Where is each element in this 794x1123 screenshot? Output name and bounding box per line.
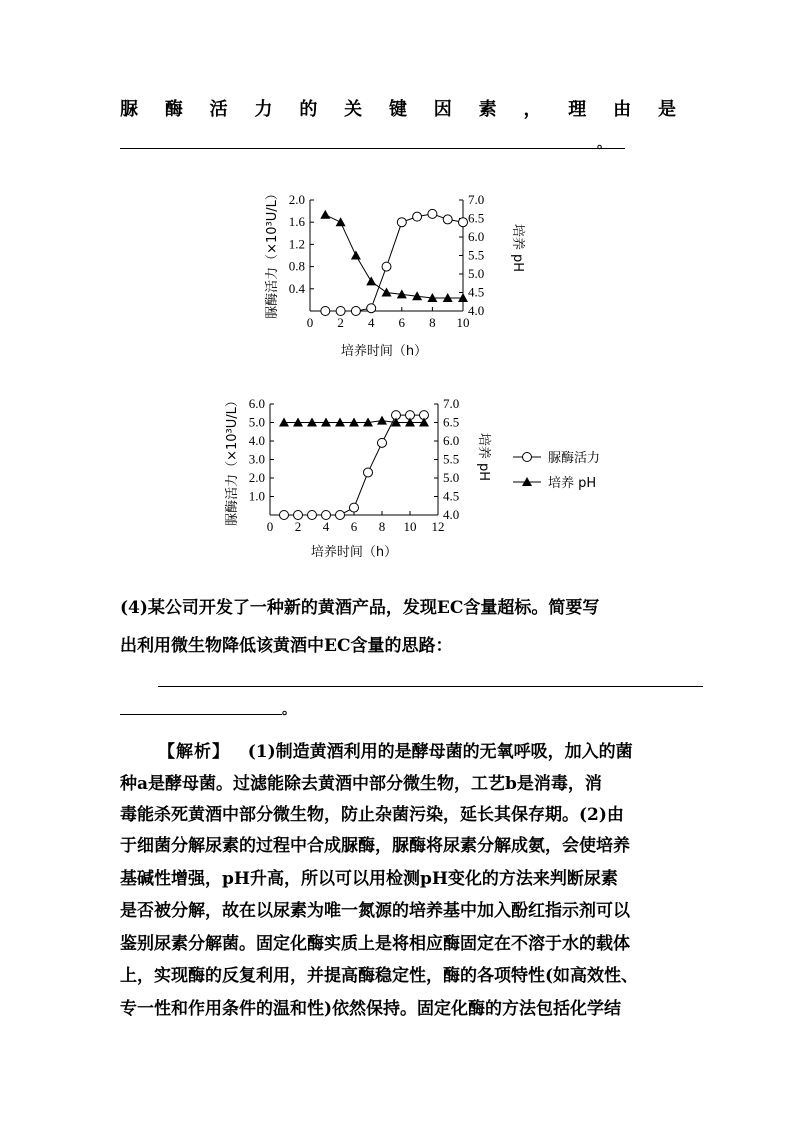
data-point-urease <box>294 511 303 520</box>
y-tick-label-right: 4.0 <box>443 507 460 522</box>
data-point-urease <box>378 438 387 447</box>
y-tick-label-right: 6.5 <box>443 414 460 430</box>
y-tick-label-left: 1.0 <box>248 488 265 504</box>
x-tick-label: 8 <box>378 519 386 534</box>
x-tick-label: 12 <box>431 519 445 534</box>
y-axis-right-label: 培养 pH <box>476 432 491 482</box>
x-tick-label: 2 <box>337 315 344 330</box>
char: 理 <box>568 99 587 120</box>
x-tick-label: 6 <box>398 315 406 330</box>
y-tick-label-right: 4.5 <box>443 488 460 504</box>
y-tick-label-left: 5.0 <box>248 414 265 430</box>
y-tick-label-right: 5.0 <box>468 266 485 281</box>
char: 关 <box>344 99 363 120</box>
y-tick-label-left: 1.6 <box>288 214 305 230</box>
y-tick-label-right: 4.0 <box>468 303 485 318</box>
legend-urease: 脲酶活力 <box>548 451 601 466</box>
answer-blank-2b[interactable] <box>120 714 282 715</box>
x-axis-label: 培养时间（h） <box>310 545 398 560</box>
data-point-urease <box>280 511 289 520</box>
y-axis-right-label: 培养 pH <box>510 223 525 273</box>
data-point-urease <box>336 511 345 520</box>
x-tick-label: 0 <box>306 315 314 330</box>
x-tick-label: 6 <box>350 519 358 534</box>
legend <box>513 450 600 491</box>
analysis-text: (1)制造黄酒利用的是酵母菌的无氧呼吸，加入的菌 <box>247 742 633 762</box>
y-tick-label-left: 0.8 <box>288 258 305 274</box>
char: 由 <box>613 99 632 120</box>
char: ， <box>523 99 542 120</box>
analysis-line: 鉴别尿素分解菌。固定化酶实质上是将相应酶固定在不溶于水的载体 <box>120 934 630 954</box>
data-point-urease <box>350 503 359 512</box>
y-tick-label-right: 7.0 <box>443 396 460 411</box>
period: 。 <box>282 702 296 718</box>
q4-line1: (4)某公司开发了一种新的黄酒产品，发现EC含量超标。简要写 <box>120 598 600 618</box>
y-axis-left-label: 脲酶活力（×10³U/L） <box>265 187 280 319</box>
data-point-urease <box>308 511 317 520</box>
y-tick-label-right: 6.0 <box>468 229 485 244</box>
x-tick-label: 2 <box>294 519 302 534</box>
period: 。 <box>597 136 611 152</box>
analysis-line: 专一性和作用条件的温和性)依然保持。固定化酶的方法包括化学结 <box>120 999 622 1019</box>
y-tick-label-right: 6.0 <box>443 433 460 448</box>
answer-blank-2a[interactable] <box>158 686 703 687</box>
analysis-label: 【解析】 <box>158 742 230 762</box>
x-tick-label: 8 <box>429 315 436 330</box>
y-tick-label-right: 7.0 <box>468 192 485 207</box>
y-axis-left-label: 脲酶活力（×10³U/L） <box>225 394 240 526</box>
y-tick-label-left: 1.2 <box>288 236 305 252</box>
analysis-line: 基碱性增强，pH升高，所以可以用检测pH变化的方法来判断尿素 <box>120 869 618 889</box>
data-point-ph <box>377 416 387 425</box>
y-tick-label-left: 6.0 <box>248 396 265 411</box>
x-tick-label: 4 <box>367 315 375 330</box>
x-tick-label: 0 <box>266 519 274 534</box>
y-tick-label-left: 4.0 <box>248 433 265 448</box>
y-tick-label-right: 4.5 <box>468 284 485 300</box>
y-tick-label-left: 0.4 <box>288 280 305 296</box>
char: 是 <box>657 99 676 120</box>
x-axis-label: 培养时间（h） <box>340 344 428 359</box>
q4-line2: 出利用微生物降低该黄酒中EC含量的思路： <box>120 636 453 656</box>
y-tick-label-right: 5.5 <box>468 247 485 263</box>
char: 酶 <box>164 99 183 120</box>
analysis-line: 是否被分解，故在以尿素为唯一氮源的培养基中加入酚红指示剂可以 <box>120 901 630 921</box>
x-tick-label: 10 <box>456 315 470 330</box>
y-tick-label-right: 5.5 <box>443 451 460 467</box>
legend-ph: 培养 pH <box>548 476 597 491</box>
char: 键 <box>388 99 407 120</box>
analysis-line: 种a是酵母菌。过滤能除去黄酒中部分微生物，工艺b是消毒，消 <box>120 774 602 794</box>
series-line-urease <box>284 415 424 515</box>
y-tick-label-right: 5.0 <box>443 470 460 485</box>
x-tick-label: 10 <box>403 519 417 534</box>
analysis-line: 上，实现酶的反复利用，并提高酶稳定性，酶的各项特性(如高效性、 <box>120 966 639 986</box>
y-tick-label-left: 2.0 <box>288 192 305 207</box>
analysis-line: 于细菌分解尿素的过程中合成脲酶，脲酶将尿素分解成氨，会使培养 <box>120 836 630 856</box>
char: 素 <box>478 99 497 120</box>
char: 的 <box>299 99 318 120</box>
y-tick-label-right: 6.5 <box>468 210 485 226</box>
data-point-urease <box>364 468 373 477</box>
analysis-line: 毒能杀死黄酒中部分微生物，防止杂菌污染，延长其保存期。(2)由 <box>120 805 624 825</box>
char: 脲 <box>120 99 138 120</box>
char: 因 <box>433 99 452 120</box>
x-tick-label: 4 <box>322 519 330 534</box>
char: 活 <box>209 99 228 120</box>
analysis-line-1 <box>158 736 688 768</box>
y-tick-label-left: 3.0 <box>248 451 265 467</box>
char: 力 <box>254 99 273 120</box>
y-tick-label-left: 2.0 <box>248 470 265 485</box>
data-point-urease <box>322 511 331 520</box>
